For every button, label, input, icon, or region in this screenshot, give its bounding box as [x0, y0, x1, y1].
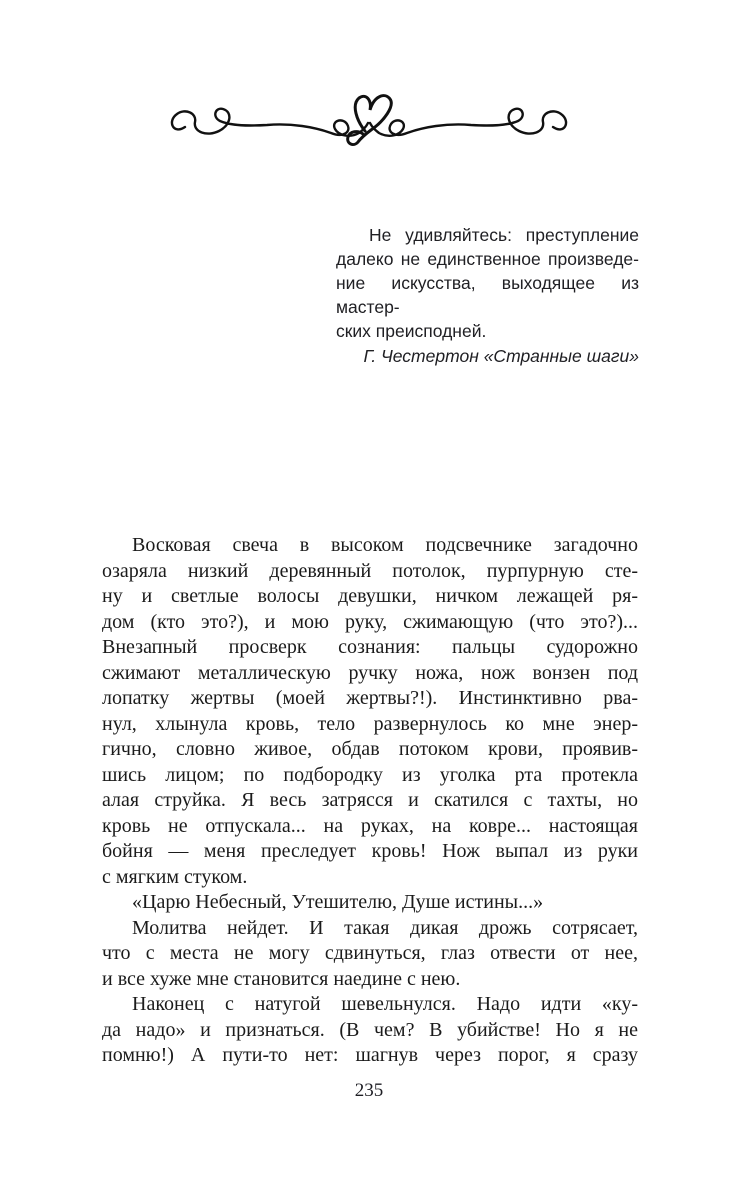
text-line: помню!) А пути-то нет: шагнув через порог, я сразу [102, 1044, 638, 1066]
text-line: озаряла низкий деревянный потолок, пурпурную сте- [102, 559, 638, 582]
paragraph [102, 992, 638, 1069]
text-line: кровь не отпускала... на руках, на ковре... настоящая [102, 814, 638, 837]
text-line: что с места не могу сдвинуться, глаз отвести от нее, [102, 942, 638, 964]
page-number: 235 [354, 1080, 384, 1101]
epigraph-line: далеко не единственное произведе- [336, 249, 639, 269]
text-line: дом (кто это?), и мою руку, сжимающую (что это?)... [102, 610, 638, 633]
epigraph-line: ских преисподней. [336, 321, 487, 341]
paragraph [102, 533, 638, 890]
text-line: нул, хлынула кровь, тело развернулось ко мне энер- [102, 712, 638, 735]
text-line: лопатку жертвы (моей жертвы?!). Инстинктивно рва- [102, 687, 638, 709]
paragraph [102, 916, 638, 993]
epigraph [336, 223, 639, 368]
text-line: бойня — меня преследует кровь! Нож выпал из руки [102, 840, 638, 862]
text-line: сжимают металлическую ручку ножа, нож вонзен под [102, 661, 638, 684]
text-line: Молитва нейдет. И такая дикая дрожь сотрясает, [132, 916, 638, 939]
text-line: ну и светлые волосы девушки, ничком лежащей ря- [102, 585, 638, 607]
epigraph-text [336, 223, 639, 343]
heart-flourish-icon [169, 84, 569, 148]
text-line: и все хуже мне становится наедине с нею. [102, 967, 461, 990]
text-line: алая струйка. Я весь затрясся и скатился с тахты, но [102, 789, 638, 811]
text-line: с мягким стуком. [102, 865, 248, 888]
epigraph-line: ние искусства, выходящее из мастер- [336, 273, 639, 317]
body-text [102, 533, 638, 1069]
epigraph-attribution: Г. Честертон «Странные шаги» [363, 346, 639, 366]
text-line: Наконец с натугой шевельнулся. Надо идти «ку- [132, 993, 638, 1015]
epigraph-line: Не удивляйтесь: преступление [369, 225, 639, 245]
text-line: да надо» и признаться. (В чем? В убийстве! Но я не [102, 1018, 638, 1041]
text-line: Внезапный просверк сознания: пальцы судорожно [102, 636, 638, 658]
heart-flourish-svg [169, 84, 569, 148]
text-line: «Царю Небесный, Утешителю, Душе истины...» [132, 891, 544, 913]
text-line: Восковая свеча в высоком подсвечнике загадочно [132, 534, 638, 556]
text-line: шись лицом; по подбородку из уголка рта протекла [102, 763, 638, 786]
paragraph [102, 890, 638, 916]
text-line: гично, словно живое, обдав потоком крови, проявив- [102, 738, 638, 760]
